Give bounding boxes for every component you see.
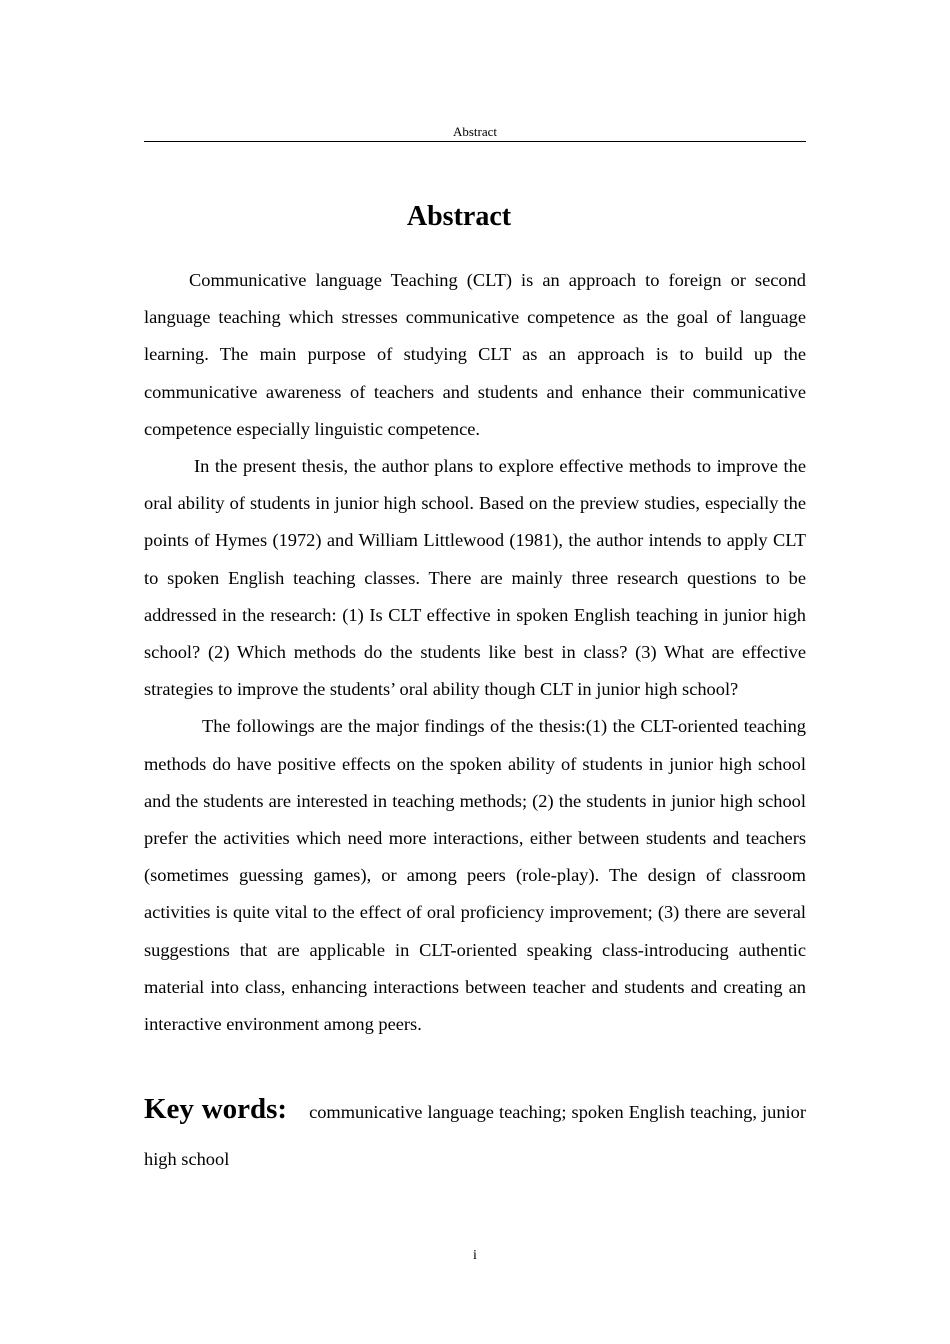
keywords-label: Key words: [144,1093,288,1125]
abstract-body [144,262,806,1043]
abstract-paragraph-3: The followings are the major findings of the thesis:(1) the CLT-oriented teaching methods do have positive effects on the spoken ability of students in junior high school and the students are interested in teaching methods; (2) the students in junior high school prefer the activities which need more interactions, either between students and teachers (sometimes guessing games), or among peers (role-play). The design of classroom activities is quite vital to the effect of oral proficiency improvement; (3) there are several suggestions that are applicable in CLT-oriented speaking class-introducing authentic material into class, enhancing interactions between teacher and students and creating an interactive environment among peers. [144,716,806,1035]
page-number: i [473,1248,477,1263]
keywords-text: communicative language teaching; spoken English teaching, junior high school [144,1102,806,1169]
running-header-title: Abstract [452,124,498,139]
running-header [144,124,806,142]
page-title: Abstract [406,201,512,232]
keywords-section [144,1086,806,1183]
abstract-paragraph-2: In the present thesis, the author plans to explore effective methods to improve the oral ability of students in junior high school. Based on the preview studies, especially the points of Hymes (1972) and William Littlewood (1981), the author intends to apply CLT to spoken English teaching classes. There are mainly three research questions to be addressed in the research: (1) Is CLT effective in spoken English teaching in junior high school? (2) Which methods do the students like best in class? (3) What are effective strategies to improve the students’ oral ability though CLT in junior high school? [144,456,806,700]
abstract-paragraph-1: Communicative language Teaching (CLT) is an approach to foreign or second language teaching which stresses communicative competence as the goal of language learning. The main purpose of studying CLT as an approach is to build up the communicative awareness of teachers and students and enhance their communicative competence especially linguistic competence. [144,270,806,439]
